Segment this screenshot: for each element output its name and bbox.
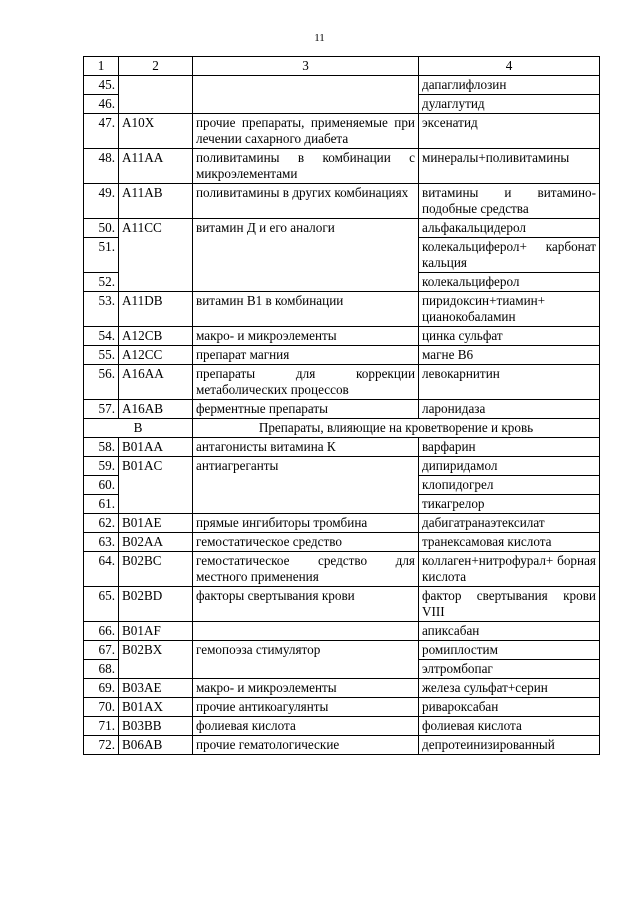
- row-number: 59.: [84, 457, 119, 476]
- table-row: [84, 238, 600, 273]
- atc-code: A12CB: [119, 327, 193, 346]
- row-number: 54.: [84, 327, 119, 346]
- drug-name: дапаглифлозин: [419, 76, 600, 95]
- drug-name: магне В6: [419, 346, 600, 365]
- drug-name: тикагрелор: [419, 495, 600, 514]
- atc-code: B02BX: [119, 641, 193, 660]
- row-number: 71.: [84, 717, 119, 736]
- header-cell-group: 3: [193, 57, 419, 76]
- drug-name: ромиплостим: [419, 641, 600, 660]
- group-description: препараты для коррекции метаболических процессов: [193, 365, 419, 400]
- row-number: 55.: [84, 346, 119, 365]
- group-description: [193, 95, 419, 114]
- row-number: 48.: [84, 149, 119, 184]
- drug-name: витамины и витамино-подобные средства: [419, 184, 600, 219]
- atc-code: [119, 95, 193, 114]
- drug-name: левокарнитин: [419, 365, 600, 400]
- group-description: гемостатическое средство: [193, 533, 419, 552]
- group-description: [193, 660, 419, 679]
- section-code: B: [84, 419, 193, 438]
- row-number: 53.: [84, 292, 119, 327]
- drug-name: элтромбопаг: [419, 660, 600, 679]
- group-description: [193, 238, 419, 273]
- table-row: [84, 679, 600, 698]
- atc-code: A11AB: [119, 184, 193, 219]
- atc-code: B02BD: [119, 587, 193, 622]
- row-number: 56.: [84, 365, 119, 400]
- table-row: [84, 365, 600, 400]
- row-number: 61.: [84, 495, 119, 514]
- drug-name: апиксабан: [419, 622, 600, 641]
- header-cell-code: 2: [119, 57, 193, 76]
- atc-code: B01AE: [119, 514, 193, 533]
- group-description: гемопоэза стимулятор: [193, 641, 419, 660]
- atc-code: [119, 660, 193, 679]
- group-description: [193, 273, 419, 292]
- atc-code: B03BB: [119, 717, 193, 736]
- table-row: [84, 149, 600, 184]
- table-row: [84, 219, 600, 238]
- drug-name: пиридоксин+тиамин+ цианокобаламин: [419, 292, 600, 327]
- atc-code: B02AA: [119, 533, 193, 552]
- drug-name: минералы+поливитамины: [419, 149, 600, 184]
- atc-code: B02BC: [119, 552, 193, 587]
- table-row: [84, 495, 600, 514]
- row-number: 70.: [84, 698, 119, 717]
- group-description: фолиевая кислота: [193, 717, 419, 736]
- table-row: [84, 95, 600, 114]
- row-number: 68.: [84, 660, 119, 679]
- group-description: антагонисты витамина К: [193, 438, 419, 457]
- drug-name: ларонидаза: [419, 400, 600, 419]
- row-number: 46.: [84, 95, 119, 114]
- row-number: 69.: [84, 679, 119, 698]
- drug-name: ривароксабан: [419, 698, 600, 717]
- drug-name: клопидогрел: [419, 476, 600, 495]
- drug-name: транексамовая кислота: [419, 533, 600, 552]
- row-number: 60.: [84, 476, 119, 495]
- drug-name: коллаген+нитрофурал+ борная кислота: [419, 552, 600, 587]
- atc-code: B03AE: [119, 679, 193, 698]
- table-row: [84, 114, 600, 149]
- drug-name: дулаглутид: [419, 95, 600, 114]
- table-row: [84, 552, 600, 587]
- drug-name: цинка сульфат: [419, 327, 600, 346]
- drug-name: эксенатид: [419, 114, 600, 149]
- row-number: 72.: [84, 736, 119, 755]
- group-description: [193, 76, 419, 95]
- row-number: 47.: [84, 114, 119, 149]
- table-row: [84, 660, 600, 679]
- atc-code: [119, 76, 193, 95]
- group-description: [193, 495, 419, 514]
- drug-name: железа сульфат+серин: [419, 679, 600, 698]
- group-description: витамин B1 в комбинации: [193, 292, 419, 327]
- table-row: [84, 273, 600, 292]
- group-description: факторы свертывания крови: [193, 587, 419, 622]
- group-description: гемостатическое средство для местного применения: [193, 552, 419, 587]
- header-cell-drug: 4: [419, 57, 600, 76]
- row-number: 50.: [84, 219, 119, 238]
- group-description: прочие антикоагулянты: [193, 698, 419, 717]
- row-number: 63.: [84, 533, 119, 552]
- group-description: препарат магния: [193, 346, 419, 365]
- group-description: ферментные препараты: [193, 400, 419, 419]
- row-number: 65.: [84, 587, 119, 622]
- table-row: [84, 346, 600, 365]
- row-number: 57.: [84, 400, 119, 419]
- atc-code: A12CC: [119, 346, 193, 365]
- atc-code: A16AB: [119, 400, 193, 419]
- row-number: 64.: [84, 552, 119, 587]
- table-row: [84, 457, 600, 476]
- table-row: [84, 736, 600, 755]
- page-number: 11: [314, 32, 325, 44]
- atc-code: A10X: [119, 114, 193, 149]
- drug-name: варфарин: [419, 438, 600, 457]
- table-row: [84, 184, 600, 219]
- table-row: [84, 533, 600, 552]
- table-header-row: [84, 57, 600, 76]
- atc-code: A11DB: [119, 292, 193, 327]
- atc-code: A16AA: [119, 365, 193, 400]
- drug-name: альфакальцидерол: [419, 219, 600, 238]
- atc-code: [119, 273, 193, 292]
- group-description: [193, 476, 419, 495]
- atc-code: [119, 238, 193, 273]
- drug-name: фактор свертывания крови VIII: [419, 587, 600, 622]
- drug-name: колекальциферол: [419, 273, 600, 292]
- drug-name: дабигатранаэтексилат: [419, 514, 600, 533]
- atc-code: A11CC: [119, 219, 193, 238]
- table-row: [84, 327, 600, 346]
- atc-code: [119, 495, 193, 514]
- row-number: 45.: [84, 76, 119, 95]
- table-row: [84, 438, 600, 457]
- drug-name: дипиридамол: [419, 457, 600, 476]
- table-row: [84, 76, 600, 95]
- drug-name: колекальциферол+ карбонат кальция: [419, 238, 600, 273]
- atc-code: B06AB: [119, 736, 193, 755]
- row-number: 58.: [84, 438, 119, 457]
- table-row: [84, 622, 600, 641]
- group-description: прочие гематологические: [193, 736, 419, 755]
- table-row: [84, 400, 600, 419]
- atc-code: B01AX: [119, 698, 193, 717]
- group-description: поливитамины в комбинации с микроэлементами: [193, 149, 419, 184]
- group-description: прямые ингибиторы тромбина: [193, 514, 419, 533]
- group-description: макро- и микроэлементы: [193, 327, 419, 346]
- table-row: [84, 698, 600, 717]
- group-description: [193, 622, 419, 641]
- atc-code: B01AC: [119, 457, 193, 476]
- group-description: макро- и микроэлементы: [193, 679, 419, 698]
- table-row: [84, 514, 600, 533]
- group-description: витамин Д и его аналоги: [193, 219, 419, 238]
- header-cell-num: 1: [84, 57, 119, 76]
- atc-code: B01AF: [119, 622, 193, 641]
- row-number: 49.: [84, 184, 119, 219]
- row-number: 62.: [84, 514, 119, 533]
- table-row: [84, 476, 600, 495]
- drug-name: депротеинизированный: [419, 736, 600, 755]
- table-row: [84, 292, 600, 327]
- row-number: 67.: [84, 641, 119, 660]
- table-row: [84, 587, 600, 622]
- atc-code: B01AA: [119, 438, 193, 457]
- drug-table: [83, 56, 600, 755]
- row-number: 66.: [84, 622, 119, 641]
- table-row: [84, 641, 600, 660]
- group-description: поливитамины в других комбинациях: [193, 184, 419, 219]
- section-title: Препараты, влияющие на кроветворение и кровь: [193, 419, 600, 438]
- row-number: 52.: [84, 273, 119, 292]
- drug-name: фолиевая кислота: [419, 717, 600, 736]
- row-number: 51.: [84, 238, 119, 273]
- table-row: [84, 717, 600, 736]
- group-description: антиагреганты: [193, 457, 419, 476]
- section-row: [84, 419, 600, 438]
- atc-code: A11AA: [119, 149, 193, 184]
- group-description: прочие препараты, применяемые при лечении сахарного диабета: [193, 114, 419, 149]
- atc-code: [119, 476, 193, 495]
